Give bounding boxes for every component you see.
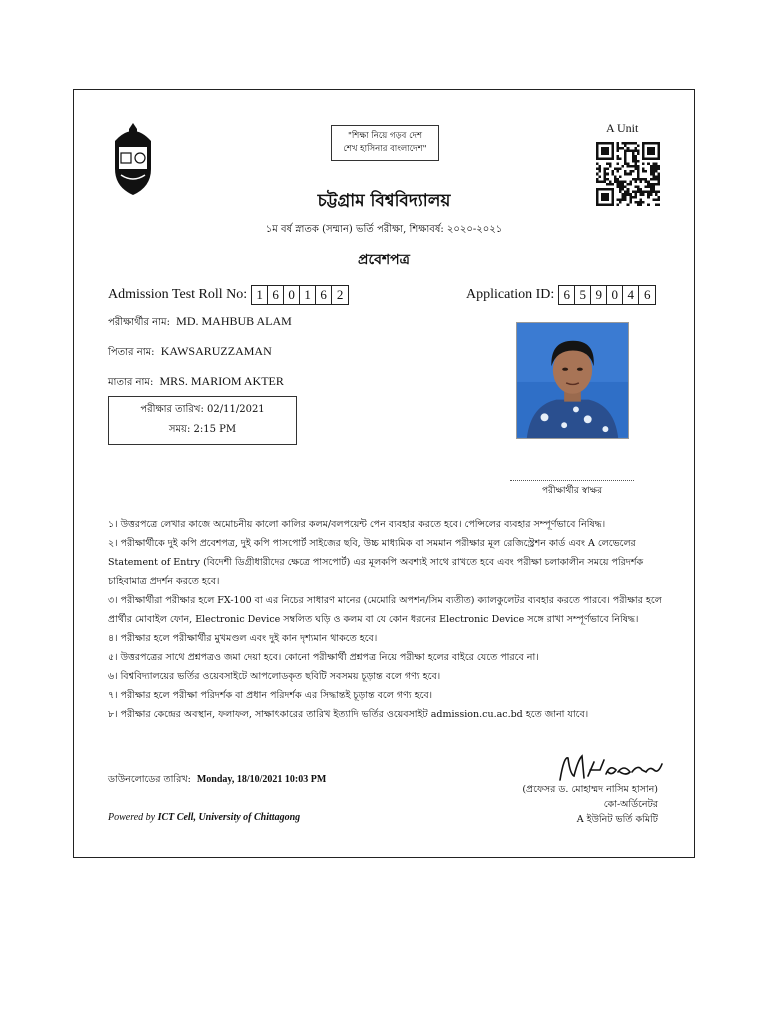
coordinator-signature: [554, 750, 664, 784]
roll-number-label: Admission Test Roll No:: [108, 287, 248, 302]
mother-name: MRS. MARIOM AKTER: [159, 374, 284, 388]
exam-schedule-box: [108, 396, 297, 445]
roll-digit: 6: [316, 286, 332, 304]
roll-digit: 2: [336, 287, 344, 302]
candidate-name-field: [108, 314, 292, 332]
instruction-item: ৮। পরীক্ষার কেন্দ্রের অবস্থান, ফলাফল, সাক্ষাৎকারের তারিখ ইত্যাদি ভর্তির ওয়েবসাইট admission.cu.ac.bd হতে জানা যাবে।: [108, 709, 589, 720]
mother-name-field: [108, 374, 284, 392]
roll-number-digits: [251, 285, 349, 305]
app-digit: 6: [559, 286, 575, 304]
slogan-box: [331, 125, 439, 161]
roll-number-row: [108, 285, 349, 305]
coordinator-role: কো-অর্ডিনেটর: [603, 799, 658, 810]
instruction-item: ৬। বিশ্ববিদ্যালয়ের ভর্তির ওয়েবসাইটে আপলোডকৃত ছবিটি সবসময় চূড়ান্ত বলে গণ্য হবে।: [108, 671, 441, 682]
instruction-item: ৭। পরীক্ষার হলে পরীক্ষা পরিদর্শক বা প্রধান পরিদর্শক এর সিদ্ধান্তই চূড়ান্ত বলে গণ্য হবে।: [108, 690, 433, 701]
roll-digit: 1: [300, 286, 316, 304]
app-digit: 4: [623, 286, 639, 304]
candidate-name: MD. MAHBUB ALAM: [176, 314, 292, 328]
admit-card: [73, 89, 695, 858]
university-logo: [107, 123, 159, 197]
mother-name-label: মাতার নাম:: [108, 377, 154, 388]
instruction-item: ৩। পরীক্ষার্থীরা পরীক্ষার হলে FX-100 বা এর নিচের সাধারণ মানের (মেমোরি অপশন/সিম ব্যতীত) ক্যালকুলেটর ব্যবহার করতে পারবে। পরীক্ষার হলে প্রার্থীর মোবাইল ফোন, Electronic Device সম্বলিত ঘড়ি ও কলম বা যে কোন ধরনের Electronic Device সঙ্গে রাখা সম্পূর্ণভাবে নিষিদ্ধ।: [108, 595, 662, 625]
application-id-digits: [558, 285, 656, 305]
exam-date-label: পরীক্ষার তারিখ:: [140, 404, 204, 415]
instruction-item: ১। উত্তরপত্রে লেখার কাজে অমোচনীয় কালো কালির কলম/বলপয়েন্ট পেন ব্যবহার করতে হবে। পেন্সিলের ব্যবহার সম্পূর্ণভাবে নিষিদ্ধ।: [108, 519, 606, 530]
exam-date-line: [109, 400, 296, 420]
instruction-item: ৪। পরীক্ষার হলে পরীক্ষার্থীর মুখমণ্ডল এবং দুই কান দৃশ্যমান থাকতে হবে।: [108, 633, 378, 644]
exam-date: 02/11/2021: [207, 404, 265, 415]
instruction-item: ২। পরীক্ষার্থীকে দুই কপি প্রবেশপত্র, দুই কপি পাসপোর্ট সাইজের ছবি, উচ্চ মাধ্যমিক বা সমমান পরীক্ষার মূল রেজিস্ট্রেশন কার্ড এবং A লেভেলের Statement of Entry (বিদেশী ডিগ্রীধারীদের ক্ষেত্রে পাসপোর্ট) এর মূলকপি অবশ্যই সাথে রাখতে হবে এবং পরীক্ষা চলাকালীন সময়ে পরিদর্শক চাহিবামাত্র প্রদর্শন করতে হবে।: [108, 538, 644, 587]
application-id-label: Application ID:: [466, 287, 555, 302]
father-name: KAWSARUZZAMAN: [160, 344, 272, 358]
exam-time-line: [109, 420, 296, 440]
application-id-row: [466, 285, 656, 305]
exam-time: 2:15 PM: [193, 424, 237, 435]
exam-time-label: সময়:: [168, 424, 191, 435]
instructions-list: [108, 515, 668, 724]
powered-by-label: Powered by: [108, 812, 156, 823]
candidate-signature-line: [510, 480, 634, 481]
candidate-signature-label: পরীক্ষার্থীর স্বাক্ষর: [541, 486, 603, 496]
slogan-line-2: শেখ হাসিনার বাংলাদেশ": [343, 144, 427, 154]
app-digit: 9: [591, 286, 607, 304]
powered-by: [108, 812, 300, 823]
father-name-label: পিতার নাম:: [108, 347, 155, 358]
app-digit: 0: [607, 286, 623, 304]
candidate-photo: [516, 322, 629, 439]
father-name-field: [108, 344, 272, 362]
exam-description: ১ম বর্ষ স্নাতক (সম্মান) ভর্তি পরীক্ষা, শিক্ষাবর্ষ: ২০২০-২০২১: [265, 224, 503, 235]
committee-name: A ইউনিট ভর্তি কমিটি: [576, 814, 658, 825]
app-digit: 6: [644, 287, 651, 302]
download-date-label: ডাউনলোডের তারিখ:: [108, 774, 191, 785]
candidate-name-label: পরীক্ষার্থীর নাম:: [108, 317, 170, 328]
instruction-item: ৫। উত্তরপত্রের সাথে প্রশ্নপত্রও জমা দেয়া হবে। কোনো পরীক্ষার্থী প্রশ্নপত্র নিয়ে পরীক্ষা হলের বাইরে যেতে পারবে না।: [108, 652, 539, 663]
download-date: Monday, 18/10/2021 10:03 PM: [196, 774, 327, 785]
powered-by-org: ICT Cell, University of Chittagong: [157, 812, 301, 823]
roll-digit: 1: [252, 286, 268, 304]
university-name: চট্টগ্রাম বিশ্ববিদ্যালয়: [317, 191, 451, 211]
roll-digit: 6: [268, 286, 284, 304]
app-digit: 5: [575, 286, 591, 304]
download-date-field: [108, 773, 326, 788]
unit-label: A Unit: [606, 121, 639, 135]
coordinator-name: (প্রফেসর ড. মোহাম্মদ নাসিম হাসান): [522, 784, 658, 795]
coordinator-block: [522, 782, 658, 827]
roll-digit: 0: [284, 286, 300, 304]
slogan-line-1: "শিক্ষা নিয়ে গড়ব দেশ: [347, 131, 423, 141]
document-title: প্রবেশপত্র: [358, 252, 410, 268]
